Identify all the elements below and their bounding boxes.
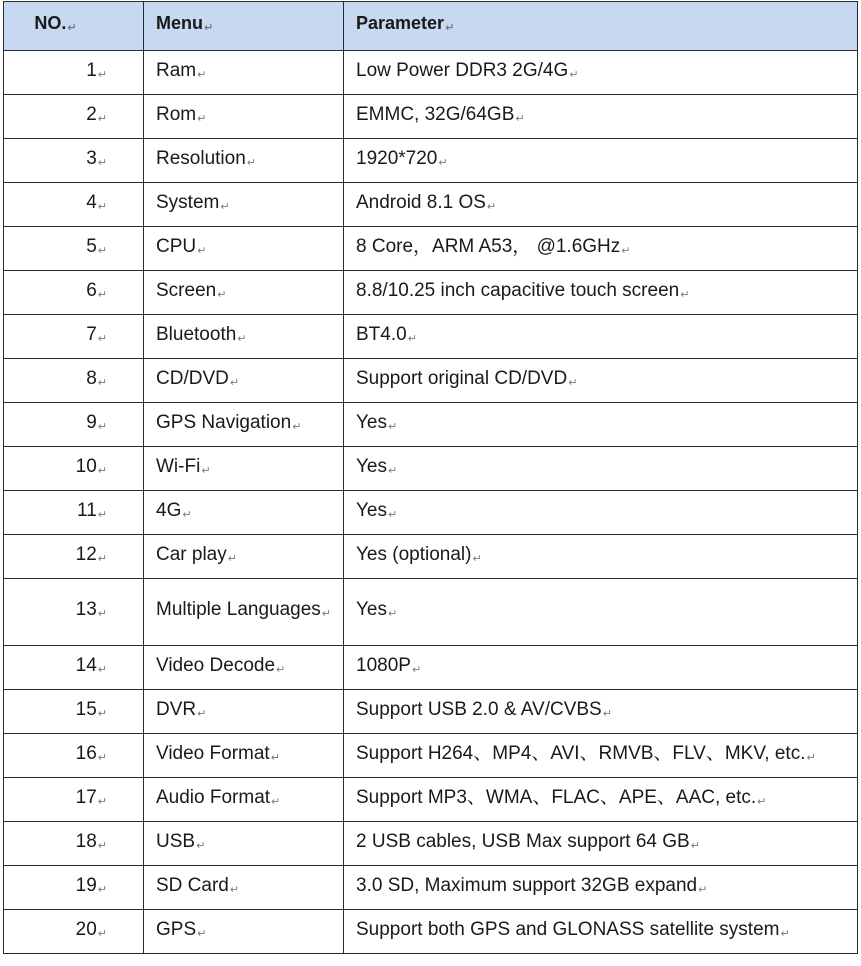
row-parameter [344, 579, 858, 646]
paragraph-mark-icon: ↵ [97, 420, 107, 433]
paragraph-mark-icon: ↵ [388, 464, 398, 477]
paragraph-mark-icon: ↵ [407, 332, 417, 345]
paragraph-mark-icon: ↵ [197, 112, 207, 125]
row-parameter-text: EMMC, 32G/64GB [356, 103, 515, 125]
row-number [4, 359, 144, 403]
row-number-text: 18 [75, 830, 97, 852]
row-parameter-text: Support original CD/DVD [356, 367, 568, 389]
row-number [4, 910, 144, 954]
paragraph-mark-icon: ↵ [438, 156, 448, 169]
table-row [4, 734, 858, 778]
row-number-text: 6 [86, 279, 97, 301]
paragraph-mark-icon: ↵ [388, 608, 398, 620]
row-number-text: 2 [86, 103, 97, 125]
paragraph-mark-icon: ↵ [97, 552, 107, 565]
paragraph-mark-icon: ↵ [201, 464, 211, 477]
table-row [4, 910, 858, 954]
row-parameter [344, 690, 858, 734]
row-parameter [344, 822, 858, 866]
row-menu [144, 910, 344, 954]
paragraph-mark-icon: ↵ [411, 663, 422, 676]
row-menu [144, 139, 344, 183]
row-parameter-text: Support USB 2.0 & AV/CVBS [356, 698, 602, 720]
paragraph-mark-icon: ↵ [97, 508, 107, 521]
paragraph-mark-icon: ↵ [97, 376, 107, 389]
row-number-text: 7 [86, 323, 97, 345]
row-number [4, 51, 144, 95]
paragraph-mark-icon: ↵ [229, 376, 240, 389]
row-menu [144, 183, 344, 227]
paragraph-mark-icon: ↵ [97, 795, 107, 808]
row-menu-text: Video Decode [156, 654, 276, 676]
row-menu [144, 822, 344, 866]
row-number-text: 11 [77, 499, 97, 521]
header-no: NO.↵ [4, 2, 144, 51]
row-menu-text: CD/DVD [156, 367, 229, 389]
row-menu-text: Multiple Languages [156, 599, 321, 620]
row-menu-text: Ram [156, 59, 197, 81]
row-number [4, 447, 144, 491]
paragraph-mark-icon: ↵ [217, 288, 227, 301]
row-number [4, 315, 144, 359]
row-number-text: 1 [86, 59, 97, 81]
row-menu-text: Video Format [156, 742, 270, 764]
row-parameter [344, 51, 858, 95]
table-row [4, 51, 858, 95]
row-parameter [344, 139, 858, 183]
row-menu [144, 734, 344, 778]
row-menu-text: Wi-Fi [156, 455, 201, 477]
paragraph-mark-icon: ↵ [602, 707, 612, 720]
paragraph-mark-icon: ↵ [97, 244, 107, 257]
row-menu-text: GPS [156, 918, 197, 940]
row-number-text: 16 [75, 742, 97, 764]
paragraph-mark-icon: ↵ [97, 288, 107, 301]
row-menu-text: CPU [156, 235, 197, 257]
header-menu: Menu↵ [144, 2, 344, 51]
table-row [4, 359, 858, 403]
table-row [4, 690, 858, 734]
row-number [4, 822, 144, 866]
row-menu-text: USB [156, 830, 196, 852]
table-body [4, 51, 858, 954]
row-parameter [344, 447, 858, 491]
row-number [4, 579, 144, 646]
row-parameter [344, 183, 858, 227]
paragraph-mark-icon: ↵ [97, 200, 107, 213]
paragraph-mark-icon: ↵ [445, 22, 455, 34]
table-row [4, 778, 858, 822]
row-parameter-text: Low Power DDR3 2G/4G [356, 59, 569, 81]
row-menu [144, 51, 344, 95]
row-number [4, 690, 144, 734]
row-parameter-text: Yes [356, 599, 387, 620]
table-row [4, 139, 858, 183]
row-menu-text: Rom [156, 103, 197, 125]
paragraph-mark-icon: ↵ [197, 707, 207, 720]
row-number [4, 646, 144, 690]
row-number [4, 491, 144, 535]
paragraph-mark-icon: ↵ [292, 420, 302, 433]
table-row [4, 95, 858, 139]
row-parameter-text: 3.0 SD, Maximum support 32GB expand [356, 874, 698, 896]
table-row [4, 866, 858, 910]
row-number-text: 3 [86, 147, 97, 169]
row-parameter [344, 778, 858, 822]
row-parameter-text: 1920*720 [356, 147, 438, 169]
row-parameter-text: Android 8.1 OS [356, 191, 486, 213]
row-number-text: 14 [75, 654, 97, 676]
row-menu [144, 535, 344, 579]
spec-table [3, 1, 858, 954]
row-menu [144, 690, 344, 734]
row-parameter-text: Support both GPS and GLONASS satellite system [356, 918, 780, 940]
row-parameter-text: Support H264、MP4、AVI、RMVB、FLV、MKV, etc. [356, 742, 806, 764]
paragraph-mark-icon: ↵ [197, 68, 207, 81]
paragraph-mark-icon: ↵ [97, 608, 107, 620]
paragraph-mark-icon: ↵ [515, 112, 525, 125]
table-row [4, 271, 858, 315]
table-row [4, 822, 858, 866]
row-parameter [344, 491, 858, 535]
paragraph-mark-icon: ↵ [276, 663, 286, 676]
row-number-text: 13 [75, 599, 97, 620]
row-parameter-text: Yes [356, 411, 387, 433]
paragraph-mark-icon: ↵ [472, 552, 482, 565]
paragraph-mark-icon: ↵ [246, 156, 256, 169]
table-row [4, 491, 858, 535]
row-parameter [344, 734, 858, 778]
table-row [4, 315, 858, 359]
row-number-text: 19 [75, 874, 97, 896]
paragraph-mark-icon: ↵ [698, 883, 708, 896]
row-menu [144, 359, 344, 403]
paragraph-mark-icon: ↵ [97, 332, 107, 345]
paragraph-mark-icon: ↵ [621, 244, 631, 257]
row-menu-text: Car play [156, 543, 227, 565]
row-parameter [344, 315, 858, 359]
paragraph-mark-icon: ↵ [690, 839, 700, 852]
paragraph-mark-icon: ↵ [388, 420, 398, 433]
row-menu-text: Screen [156, 279, 217, 301]
paragraph-mark-icon: ↵ [97, 663, 107, 676]
row-menu [144, 579, 344, 646]
paragraph-mark-icon: ↵ [197, 927, 207, 940]
paragraph-mark-icon: ↵ [271, 795, 281, 808]
row-number-text: 4 [86, 191, 97, 213]
row-menu [144, 866, 344, 910]
row-number [4, 271, 144, 315]
row-menu [144, 778, 344, 822]
header-parameter: Parameter↵ [344, 2, 858, 51]
row-parameter-text: 8.8/10.25 inch capacitive touch screen [356, 279, 680, 301]
row-parameter-text: 1080P [356, 654, 411, 676]
row-parameter-text: 8 Core，ARM A53， @1.6GHz [356, 235, 621, 257]
row-parameter-text: 2 USB cables, USB Max support 64 GB [356, 830, 690, 852]
row-number-text: 8 [86, 367, 97, 389]
paragraph-mark-icon: ↵ [321, 608, 332, 620]
paragraph-mark-icon: ↵ [220, 200, 230, 213]
row-menu [144, 95, 344, 139]
row-menu-text: Resolution [156, 147, 246, 169]
row-number-text: 10 [75, 455, 97, 477]
row-menu-text: DVR [156, 698, 197, 720]
row-number-text: 20 [75, 918, 97, 940]
row-menu-text: Audio Format [156, 786, 271, 808]
paragraph-mark-icon: ↵ [680, 288, 690, 301]
paragraph-mark-icon: ↵ [196, 839, 206, 852]
row-number-text: 9 [86, 411, 97, 433]
row-number [4, 95, 144, 139]
row-parameter [344, 910, 858, 954]
table-row [4, 535, 858, 579]
row-parameter [344, 95, 858, 139]
row-parameter-text: Yes [356, 499, 387, 521]
table-row [4, 403, 858, 447]
row-menu [144, 447, 344, 491]
table-row [4, 579, 858, 646]
row-number-text: 5 [86, 235, 97, 257]
row-menu [144, 271, 344, 315]
paragraph-mark-icon: ↵ [204, 22, 214, 34]
row-parameter [344, 646, 858, 690]
row-number [4, 227, 144, 271]
row-parameter [344, 359, 858, 403]
paragraph-mark-icon: ↵ [227, 552, 237, 565]
row-number [4, 535, 144, 579]
paragraph-mark-icon: ↵ [229, 883, 240, 896]
paragraph-mark-icon: ↵ [97, 156, 107, 169]
paragraph-mark-icon: ↵ [388, 508, 398, 521]
paragraph-mark-icon: ↵ [97, 839, 107, 852]
paragraph-mark-icon: ↵ [97, 883, 107, 896]
row-menu-text: Bluetooth [156, 323, 237, 345]
paragraph-mark-icon: ↵ [780, 927, 790, 940]
row-menu-text: GPS Navigation [156, 411, 292, 433]
paragraph-mark-icon: ↵ [237, 332, 247, 345]
paragraph-mark-icon: ↵ [97, 68, 107, 81]
row-number-text: 17 [75, 786, 97, 808]
row-menu [144, 491, 344, 535]
row-parameter [344, 227, 858, 271]
row-parameter-text: BT4.0 [356, 323, 407, 345]
row-number [4, 183, 144, 227]
paragraph-mark-icon: ↵ [806, 751, 816, 764]
paragraph-mark-icon: ↵ [97, 707, 107, 720]
paragraph-mark-icon: ↵ [757, 795, 767, 808]
row-menu [144, 227, 344, 271]
paragraph-mark-icon: ↵ [67, 22, 77, 34]
table-header-row [4, 2, 858, 51]
row-parameter [344, 535, 858, 579]
row-menu-text: System [156, 191, 220, 213]
row-parameter [344, 866, 858, 910]
row-menu [144, 315, 344, 359]
paragraph-mark-icon: ↵ [569, 68, 579, 81]
row-parameter-text: Support MP3、WMA、FLAC、APE、AAC, etc. [356, 786, 757, 808]
table-row [4, 447, 858, 491]
row-parameter-text: Yes (optional) [356, 543, 472, 565]
row-number-text: 15 [75, 698, 97, 720]
row-number [4, 866, 144, 910]
row-menu-text: SD Card [156, 874, 229, 896]
row-number [4, 139, 144, 183]
row-number [4, 403, 144, 447]
row-parameter [344, 403, 858, 447]
paragraph-mark-icon: ↵ [97, 464, 107, 477]
row-menu [144, 646, 344, 690]
table-row [4, 183, 858, 227]
row-menu-text: 4G [156, 499, 182, 521]
paragraph-mark-icon: ↵ [97, 927, 107, 940]
row-number [4, 734, 144, 778]
paragraph-mark-icon: ↵ [97, 751, 107, 764]
table-row [4, 227, 858, 271]
paragraph-mark-icon: ↵ [182, 508, 192, 521]
paragraph-mark-icon: ↵ [270, 751, 280, 764]
row-number [4, 778, 144, 822]
paragraph-mark-icon: ↵ [568, 376, 578, 389]
paragraph-mark-icon: ↵ [486, 200, 497, 213]
row-parameter-text: Yes [356, 455, 387, 477]
paragraph-mark-icon: ↵ [197, 244, 207, 257]
row-number-text: 12 [75, 543, 97, 565]
row-menu [144, 403, 344, 447]
row-parameter [344, 271, 858, 315]
paragraph-mark-icon: ↵ [97, 112, 107, 125]
table-row [4, 646, 858, 690]
